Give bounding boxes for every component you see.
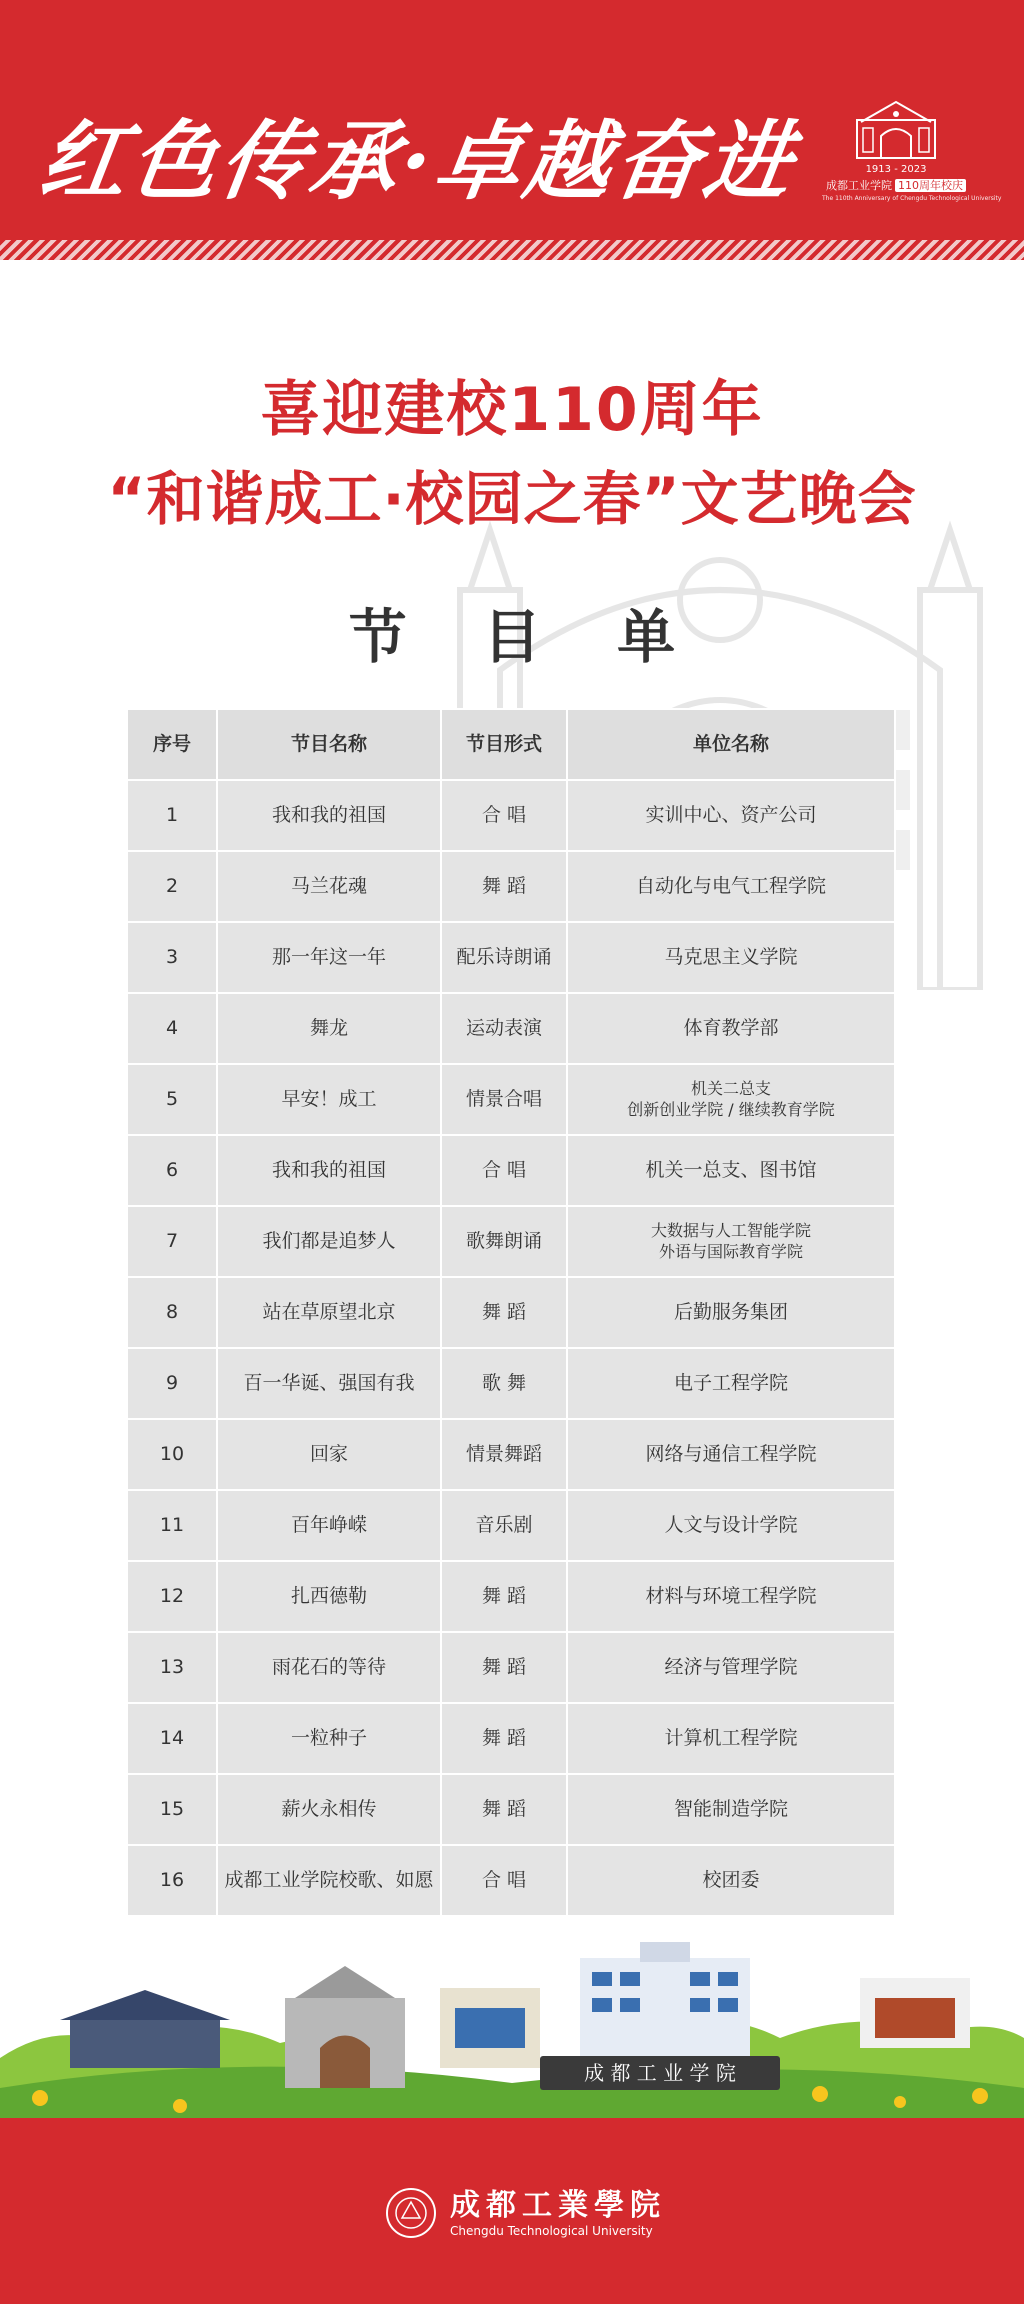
badge-anniversary: 110周年校庆	[895, 179, 966, 192]
cell-unit	[567, 1561, 895, 1632]
unit-line: 外语与国际教育学院	[658, 1241, 803, 1261]
table-row	[127, 1206, 895, 1277]
cell-no: 7	[127, 1206, 217, 1277]
cell-program-form: 情景舞蹈	[441, 1419, 567, 1490]
cell-unit	[567, 780, 895, 851]
table-row	[127, 1419, 895, 1490]
cell-program-form: 舞 蹈	[441, 1632, 567, 1703]
header-stripe	[0, 240, 1024, 260]
cell-program-name: 百一华诞、强国有我	[217, 1348, 441, 1419]
cell-no: 1	[127, 780, 217, 851]
unit-line: 人文与设计学院	[664, 1513, 798, 1536]
cell-program-form: 合 唱	[441, 1135, 567, 1206]
cell-no: 6	[127, 1135, 217, 1206]
cell-no: 5	[127, 1064, 217, 1135]
cell-no: 4	[127, 993, 217, 1064]
table-row	[127, 780, 895, 851]
cell-no: 8	[127, 1277, 217, 1348]
cell-program-name: 薪火永相传	[217, 1774, 441, 1845]
cell-program-name: 百年峥嵘	[217, 1490, 441, 1561]
unit-line: 实训中心、资产公司	[645, 803, 817, 826]
cell-unit	[567, 1277, 895, 1348]
header-no: 序号	[127, 709, 217, 780]
unit-line: 机关二总支	[690, 1078, 771, 1098]
header-form: 节目形式	[441, 709, 567, 780]
campus-scenery-illustration	[0, 1938, 1024, 2124]
unit-line: 经济与管理学院	[664, 1655, 798, 1678]
unit-line: 材料与环境工程学院	[645, 1584, 817, 1607]
cell-program-name: 早安！成工	[217, 1064, 441, 1135]
cell-unit	[567, 1490, 895, 1561]
unit-line: 自动化与电气工程学院	[635, 874, 826, 897]
cell-unit	[567, 1703, 895, 1774]
cell-program-form: 配乐诗朗诵	[441, 922, 567, 993]
cell-program-form: 歌舞朗诵	[441, 1206, 567, 1277]
cell-no: 14	[127, 1703, 217, 1774]
cell-unit	[567, 1419, 895, 1490]
cell-program-form: 合 唱	[441, 780, 567, 851]
page-title: 喜迎建校110周年	[260, 375, 764, 445]
cell-unit	[567, 1845, 895, 1916]
footer-name-cn: 成都工業學院	[450, 2188, 666, 2223]
campus-sign-text: 成 都 工 业 学 院	[584, 2061, 736, 2085]
table-row	[127, 922, 895, 993]
cell-program-name: 我和我的祖国	[217, 780, 441, 851]
table-row	[127, 851, 895, 922]
cell-no: 12	[127, 1561, 217, 1632]
table-row	[127, 1135, 895, 1206]
badge-english: The 110th Anniversary of Chengdu Technological University	[822, 195, 1002, 202]
university-logo	[384, 2180, 666, 2250]
cell-unit	[567, 1206, 895, 1277]
campus-gate-icon	[851, 98, 941, 160]
cell-unit	[567, 1348, 895, 1419]
cell-program-form: 舞 蹈	[441, 851, 567, 922]
cell-unit	[567, 993, 895, 1064]
table-row	[127, 1632, 895, 1703]
event-title: “和谐成工·校园之春”文艺晚会	[107, 465, 917, 533]
cell-program-form: 舞 蹈	[441, 1561, 567, 1632]
cell-unit	[567, 1135, 895, 1206]
table-header-row	[127, 709, 895, 780]
cell-program-name: 舞龙	[217, 993, 441, 1064]
slogan: 红色传承·卓越奋进	[33, 111, 802, 212]
cell-program-form: 情景合唱	[441, 1064, 567, 1135]
program-heading: 节 目 单	[348, 603, 704, 671]
unit-line: 智能制造学院	[673, 1797, 788, 1820]
university-emblem-icon	[384, 2186, 438, 2240]
cell-no: 16	[127, 1845, 217, 1916]
cell-program-form: 歌 舞	[441, 1348, 567, 1419]
footer-name-en: Chengdu Technological University	[450, 2224, 653, 2238]
unit-line: 计算机工程学院	[664, 1726, 798, 1749]
cell-program-name: 成都工业学院校歌、如愿	[217, 1845, 441, 1916]
table-row	[127, 1348, 895, 1419]
cell-program-form: 音乐剧	[441, 1490, 567, 1561]
cell-program-name: 一粒种子	[217, 1703, 441, 1774]
unit-line: 后勤服务集团	[673, 1300, 788, 1323]
anniversary-badge	[822, 98, 1002, 226]
cell-program-name: 扎西德勒	[217, 1561, 441, 1632]
table-row	[127, 1774, 895, 1845]
cell-unit	[567, 1774, 895, 1845]
cell-program-name: 马兰花魂	[217, 851, 441, 922]
table-row	[127, 1064, 895, 1135]
cell-no: 3	[127, 922, 217, 993]
unit-line: 机关一总支、图书馆	[645, 1158, 817, 1181]
cell-program-form: 舞 蹈	[441, 1774, 567, 1845]
cell-no: 2	[127, 851, 217, 922]
cell-program-form: 合 唱	[441, 1845, 567, 1916]
cell-program-name: 我和我的祖国	[217, 1135, 441, 1206]
cell-unit	[567, 1632, 895, 1703]
program-table	[126, 708, 896, 1917]
table-row	[127, 993, 895, 1064]
cell-no: 13	[127, 1632, 217, 1703]
table-row	[127, 1277, 895, 1348]
cell-program-name: 那一年这一年	[217, 922, 441, 993]
cell-program-form: 运动表演	[441, 993, 567, 1064]
table-row	[127, 1490, 895, 1561]
cell-program-name: 站在草原望北京	[217, 1277, 441, 1348]
cell-program-name: 我们都是追梦人	[217, 1206, 441, 1277]
cell-no: 15	[127, 1774, 217, 1845]
cell-no: 10	[127, 1419, 217, 1490]
unit-line: 体育教学部	[683, 1016, 779, 1039]
cell-no: 11	[127, 1490, 217, 1561]
unit-line: 网络与通信工程学院	[645, 1442, 817, 1465]
unit-line: 马克思主义学院	[664, 945, 798, 968]
header-unit: 单位名称	[567, 709, 895, 780]
anniversary-years: 1913 - 2023	[865, 164, 927, 175]
cell-program-form: 舞 蹈	[441, 1277, 567, 1348]
badge-school-name: 成都工业学院	[826, 179, 892, 192]
unit-line: 创新创业学院 / 继续教育学院	[627, 1099, 835, 1119]
cell-program-name: 回家	[217, 1419, 441, 1490]
cell-unit	[567, 1064, 895, 1135]
cell-unit	[567, 851, 895, 922]
table-row	[127, 1561, 895, 1632]
unit-line: 大数据与人工智能学院	[650, 1220, 811, 1240]
table-row	[127, 1845, 895, 1916]
unit-line: 电子工程学院	[673, 1371, 788, 1394]
cell-no: 9	[127, 1348, 217, 1419]
header-name: 节目名称	[217, 709, 441, 780]
table-row	[127, 1703, 895, 1774]
cell-program-name: 雨花石的等待	[217, 1632, 441, 1703]
cell-unit	[567, 922, 895, 993]
unit-line: 校团委	[702, 1868, 760, 1891]
cell-program-form: 舞 蹈	[441, 1703, 567, 1774]
